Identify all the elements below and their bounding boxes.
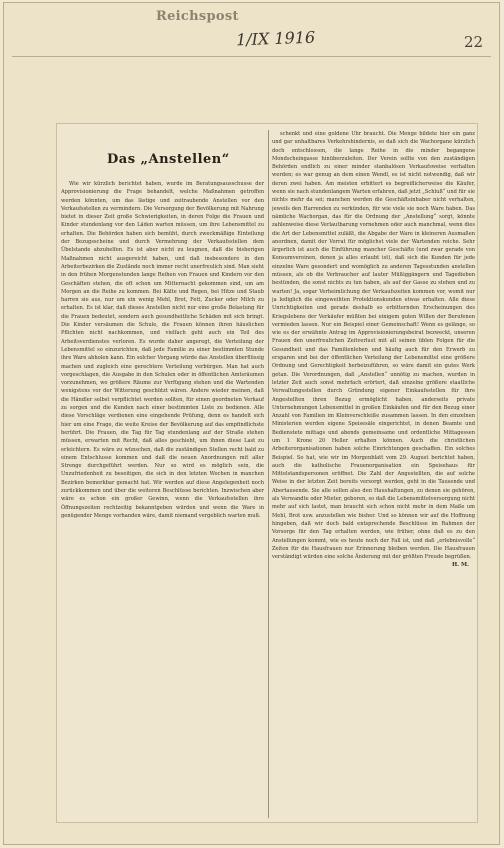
article-headline: Das „Anstellen“	[107, 152, 230, 167]
article-signature: H. M.	[451, 562, 469, 569]
page-number: 22	[464, 33, 484, 51]
scrapbook-page	[3, 2, 500, 845]
article-column-right	[272, 130, 475, 820]
top-rule	[12, 56, 491, 57]
masthead: Reichspost	[156, 9, 239, 24]
article-right-text: schenkt und eine goldene Uhr braucht. Die Menge bildete hier ein ganz und gar unhaltbares Verkehrshindernis, so daß sich die Wachorgane kürzlich doch entschlossen, die lange Reihe in die minder begangene Mondscheingasse hinüberzuleiten. Der Verein sollte von den zuständigen Behörden endlich zu einer minder stanbalösen Verkaufsweise verhalten werden; es war genug an dem einen Wendl, es ist nicht notwendig, daß wir deren zwei haben. Am meisten erbittert es begreiflicherweise die Käufer, wenn sie nach stundenlangem Warten erfahren, daß jetzt „Schluß“ und für sie nichts mehr da sei; manchen werden die Geschäftsinhaber nicht verhalten, jeweils den Harrenden zu verkünden, für wie viele sie noch Ware haben. Das nämliche Wachorgan, das für die Ordnung der „Anstellung“ sorgt, könnte zahlenweise diese Verlautbarung vornehmen oder auch manchmal, wenn dies die Art der Lebensmittel zuläßt, die Abgabe der Ware in kleineren Ausmaßen anordnen, damit der Vorrat für möglichst viele der Wartenden reiche. Sehr ärgerlich ist auch die Einführung mancher Geschäfte (und zwar gerade von Konsumvereinen, denen ja alles erlaubt ist), daß sich die Kunden für jede einzelne Ware gesondert und womöglich zu anderen Tagesstunden anstellen müssen, als ob die Verbraucher auf lauter Müßiggängern und Tagedieben bestünden, die sonst nichts zu tun haben, als auf der Gasse zu stehen und zu warten! Ja, sogar Verheimlichung der Verkaufszeiten kommen vor, womit nur ja lediglich die eingeweihten Protektionskunden etwas erhalten. Alle diese Unrichtigkeiten und gerade deshalb so erbitternden Erscheinungen des Kriegslebens der Verkäufer müßten bei einigem guten Willen der Berufenen vermieden lassen. Nur ein Beispiel einer Gemeinschaft! Wenn es gelänge, so wie es der erwähnte Antrag im Approvisionierungsbeirat bezweckt, unseren Frauen den unerfreulichen Zeitverlust mit all seinen üblen Folgen für die Gesundheit und das Familienleben und häufig auch für den Erwerb zu ersparen und bei der öffentlichen Verteilung der Lebensmittel eine größere Ordnung und Gerechtigkeit herbeizuführen, so wäre damit ein gutes Werk getan. Die Verordnungen, daß „Anstellen“ unnötig zu machen, wurden in letzter Zeit auch sonst mehrfach erörtert, daß einzelne größere staatliche Verwaltungsstellen durch Gründung eigener Einkaufsstellen für ihre Angestellten ihren Bezug ermöglicht haben, anderseits private Unternehmungen Lebensmittel in großen Einkäufen und für den Bezug einer Anzahl von Familien im Kleinverschleiße zusammen lassen. In den einzelnen Ministerien werden eigene Speisesäle eingerichtet, in denen Beamte und Bedienstete mittags und abends gemeinsame und ordentliche Mittagessen um 1 Krone 20 Heller erhalten können. Auch die christlichen Arbeiterorganisationen haben solche Einrichtungen geschaffen. Ein solches Beispiel. So hat, wie wir im Morgenblatt vom 29. August berichtet haben, auch die katholische Frauenorganisation ein Speisehaus für Mittelstandspersonen eröffnet. Die Zahl der Angestellten, die auf solche Weise in der letzten Zeit bereits versorgt werden, geht in die Tausende und Abertausende. Sie alle sollen also den Haushaltungen, zu denen sie gehören, als Verwandte oder Mieter, geboren, so daß die Lebensmittelversorgung nicht mehr auf sich lastet, man braucht sich schon nicht mehr in dem Maße um Mehl, Brot usw. anzustellen wie bisher. Und so können wir auf die Hoffnung hingeben, daß wir doch bald entsprechende Beschlüsse im Rahmen der Vorsorge für den Tag erhalten werden, wie früher, ohne daß es zu den Anstellungen kommt, wie es heute noch der Fall ist, und daß „erlebnisvolle“ Zeiten für die Hausfrauen nur Erinnerung bleiben werden. Die Hausfrauen verständigt würden eine solche Änderung mit der größten Freude begrüßen.	[272, 131, 475, 561]
article-left-text: Wie wir kürzlich berichtet haben, wurde im Beratungsausschusse der Approvisionierung die Frage behandelt, welche Maßnahmen getroffen werden könnten, um das lästige und zeitraubende Anstellen vor den Verkaufsstellen zu vermindern. Die Versorgung der Bevölkerung mit Nahrung bietet in dieser Zeit große Schwierigkeiten, in deren Folge die Frauen und Kinder stundenlang vor den Läden warten müssen, um ihre Lebensmittel zu erhalten. Die Behörden haben sich bemüht, durch zweckmäßige Einteilung der Bezugsscheine und durch Vermehrung der Verkaufsstellen dem Übelstande abzuhelfen. Es ist aber nicht zu leugnen, daß die bisherigen Maßnahmen nicht ausgereicht haben, und daß insbesondere in den Arbeiterbezirken die Zustände noch immer recht unerfreulich sind. Man sieht in den frühen Morgenstunden lange Reihen von Frauen und Kindern vor den Geschäften stehen, die oft schon um Mitternacht gekommen sind, um am Morgen an die Reihe zu kommen. Bei Kälte und Regen, bei Hitze und Staub harren sie aus, nur um ein wenig Mehl, Brot, Fett, Zucker oder Milch zu erhalten. Es ist klar, daß dieses Anstellen nicht nur eine große Belastung für die Frauen bedeutet, sondern auch gesundheitliche Schäden mit sich bringt. Die Kinder versäumen die Schule, die Frauen können ihren häuslichen Pflichten nicht nachkommen, und vielfach geht auch ein Teil des Arbeitsverdienstes verloren. Es wurde daher angeregt, die Verteilung der Lebensmittel so einzurichten, daß jede Familie zu einer bestimmten Stunde ihre Ware abholen kann. Ein solcher Vorgang würde das Anstellen überflüssig machen und zugleich eine gerechtere Verteilung verbürgen. Man hat auch vorgeschlagen, die Ausgabe in den Schulen oder in öffentlichen Amtsräumen vorzunehmen, wo größere Räume zur Verfügung stehen und die Wartenden wenigstens vor der Witterung geschützt wären. Andere wieder meinen, daß die Händler selbst verpflichtet werden sollten, für einen geordneten Verkauf zu sorgen und die Kunden nach einer bestimmten Liste zu bedienen. Alle diese Vorschläge verdienen eine eingehende Prüfung, denn es handelt sich hier um eine Frage, die weite Kreise der Bevölkerung auf das empfindlichste berührt. Die Frauen, die Tag für Tag stundenlang auf der Straße stehen müssen, erwarten mit Recht, daß alles geschieht, um ihnen diese Last zu erleichtern. Es wäre zu wünschen, daß die zuständigen Stellen recht bald zu einem Entschlusse kommen und daß die neuen Anordnungen mit aller Strenge durchgeführt werden. Nur so wird es möglich sein, die Unzufriedenheit zu beseitigen, die sich in den letzten Wochen in manchen Bezirken bemerkbar gemacht hat. Wir werden auf diese Angelegenheit noch zurückkommen und über die weiteren Beschlüsse berichten. Inzwischen aber wäre es schon ein großer Gewinn, wenn die Verkaufsstellen ihre Öffnungszeiten rechtzeitig bekanntgeben würden und wenn die Ware in genügender Menge vorhanden wäre, damit niemand vergeblich warten muß.	[61, 181, 264, 519]
column-divider	[268, 130, 269, 818]
article-column-left	[61, 180, 264, 813]
handwritten-date: 1/IX 1916	[235, 27, 316, 50]
newspaper-clipping	[56, 123, 478, 823]
